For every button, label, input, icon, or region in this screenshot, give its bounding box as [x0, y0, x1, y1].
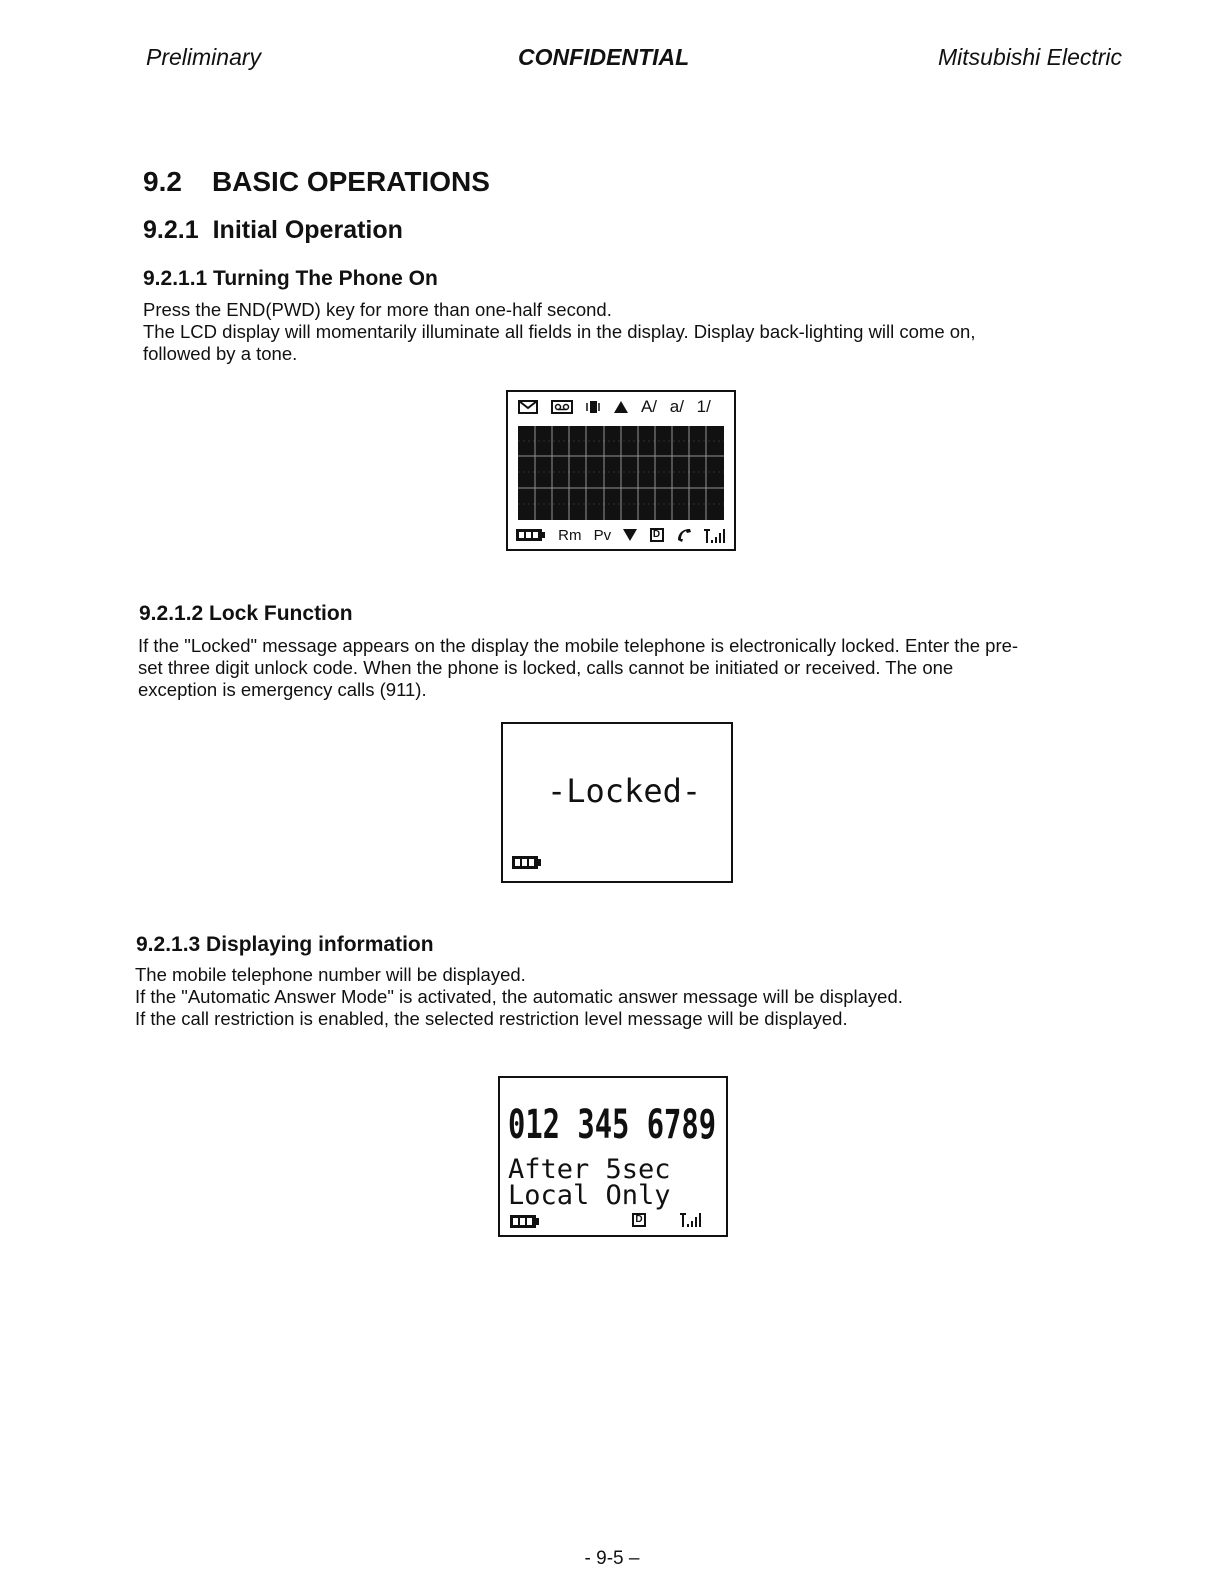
lock-line2: set three digit unlock code. When the phone is locked, calls cannot be initiated or received. The one — [138, 657, 954, 678]
turning-on-paragraph — [143, 299, 1103, 365]
turning-on-line3: followed by a tone. — [143, 343, 298, 364]
lcd-top-icon-row — [518, 396, 719, 417]
display-info-paragraph — [135, 964, 1115, 1030]
lcd-lit-matrix — [518, 426, 724, 520]
handset-icon — [676, 528, 692, 542]
alpha-lower-label: a/ — [669, 396, 684, 416]
display-info-line1: The mobile telephone number will be displayed. — [135, 964, 526, 985]
digital-icon — [632, 1213, 646, 1227]
header-confidential: CONFIDENTIAL — [518, 44, 690, 70]
digital-label: D — [652, 529, 661, 541]
privacy-label: Pv — [593, 526, 612, 544]
section-number: 9.2 — [143, 166, 182, 197]
signal-icon — [680, 1211, 704, 1227]
turning-on-line1: Press the END(PWD) key for more than one-half second. — [143, 299, 612, 320]
phone-number-display: 012 345 6789 — [508, 1102, 717, 1148]
down-triangle-icon — [623, 529, 637, 541]
section-title: BASIC OPERATIONS — [211, 166, 490, 197]
lcd-bottom-icon-row — [516, 526, 736, 544]
locked-message: -Locked- — [547, 772, 702, 810]
lock-line3: exception is emergency calls (911). — [138, 679, 427, 700]
lcd-locked — [501, 722, 733, 883]
roaming-label: Rm — [558, 526, 582, 544]
lock-heading: 9.2.1.2 Lock Function — [139, 602, 353, 625]
matrix-grid-lines — [518, 426, 724, 520]
section-heading — [143, 166, 490, 198]
subsection-title: Initial Operation — [212, 216, 403, 244]
lcd-all-fields — [506, 390, 736, 551]
display-info-line3: If the call restriction is enabled, the selected restriction level message will be displayed. — [135, 1008, 848, 1029]
voicemail-icon — [551, 400, 573, 414]
display-info-line2: If the "Automatic Answer Mode" is activated, the automatic answer message will be displayed. — [135, 986, 903, 1007]
battery-icon — [510, 1215, 540, 1228]
vibrate-icon — [585, 399, 601, 415]
turning-on-heading: 9.2.1.1 Turning The Phone On — [143, 267, 438, 290]
auto-answer-message: After 5sec — [508, 1154, 671, 1185]
display-info-heading: 9.2.1.3 Displaying information — [136, 933, 434, 956]
header-company: Mitsubishi Electric — [938, 44, 1123, 70]
digital-icon — [650, 528, 664, 542]
lock-paragraph — [138, 635, 1108, 701]
lcd-phone-number — [498, 1076, 728, 1237]
signal-icon — [704, 527, 728, 543]
battery-icon — [512, 856, 542, 869]
digital-label: D — [635, 1214, 643, 1225]
header-preliminary: Preliminary — [146, 44, 262, 70]
lock-line1: If the "Locked" message appears on the display the mobile telephone is electronically locked. Enter the pre- — [138, 635, 1019, 656]
turning-on-line2: The LCD display will momentarily illuminate all fields in the display. Display back-lighting will come on, — [143, 321, 976, 342]
subsection-number: 9.2.1 — [143, 216, 199, 244]
alpha-upper-label: A/ — [640, 396, 657, 416]
restriction-level-message: Local Only — [508, 1180, 671, 1211]
envelope-icon — [518, 400, 538, 414]
subsection-heading — [143, 216, 403, 245]
battery-icon — [516, 529, 546, 541]
up-triangle-icon — [614, 401, 628, 413]
page-number: - 9-5 – — [584, 1548, 640, 1569]
numeric-label: 1/ — [696, 396, 711, 416]
